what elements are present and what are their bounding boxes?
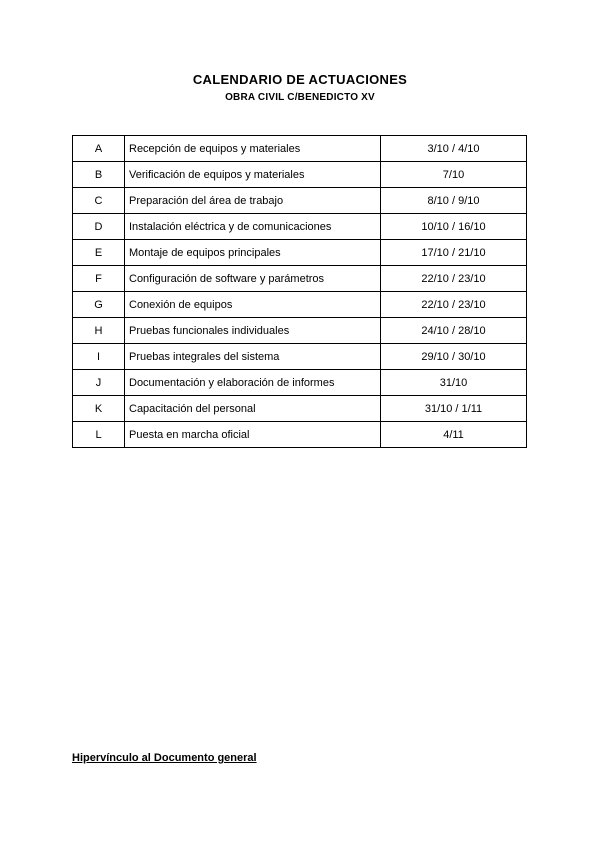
activity-code: J [73, 370, 125, 396]
activity-dates: 31/10 / 1/11 [381, 396, 527, 422]
table-row [73, 318, 527, 344]
activity-dates: 3/10 / 4/10 [381, 136, 527, 162]
activity-code: K [73, 396, 125, 422]
table-row [73, 370, 527, 396]
table-row [73, 240, 527, 266]
table-row [73, 136, 527, 162]
table-row [73, 162, 527, 188]
table-row [73, 188, 527, 214]
activity-dates: 24/10 / 28/10 [381, 318, 527, 344]
activity-dates: 29/10 / 30/10 [381, 344, 527, 370]
activity-description: Pruebas funcionales individuales [125, 318, 381, 344]
table-row [73, 214, 527, 240]
activity-dates: 8/10 / 9/10 [381, 188, 527, 214]
activity-description: Configuración de software y parámetros [125, 266, 381, 292]
schedule-table-body [73, 136, 527, 448]
general-document-link[interactable]: Hipervínculo al Documento general [72, 752, 257, 764]
activity-code: L [73, 422, 125, 448]
schedule-table [72, 135, 527, 448]
page-subtitle: OBRA CIVIL C/BENEDICTO XV [225, 92, 375, 103]
activity-code: D [73, 214, 125, 240]
activity-description: Montaje de equipos principales [125, 240, 381, 266]
activity-code: A [73, 136, 125, 162]
activity-description: Puesta en marcha oficial [125, 422, 381, 448]
activity-code: E [73, 240, 125, 266]
activity-description: Conexión de equipos [125, 292, 381, 318]
activity-dates: 4/11 [381, 422, 527, 448]
table-row [73, 344, 527, 370]
activity-description: Pruebas integrales del sistema [125, 344, 381, 370]
activity-dates: 17/10 / 21/10 [381, 240, 527, 266]
activity-dates: 7/10 [381, 162, 527, 188]
activity-description: Capacitación del personal [125, 396, 381, 422]
table-row [73, 396, 527, 422]
table-row [73, 422, 527, 448]
activity-code: G [73, 292, 125, 318]
activity-code: F [73, 266, 125, 292]
activity-code: I [73, 344, 125, 370]
activity-dates: 31/10 [381, 370, 527, 396]
activity-code: C [73, 188, 125, 214]
activity-description: Instalación eléctrica y de comunicaciones [125, 214, 381, 240]
activity-dates: 22/10 / 23/10 [381, 292, 527, 318]
activity-description: Preparación del área de trabajo [125, 188, 381, 214]
activity-dates: 10/10 / 16/10 [381, 214, 527, 240]
activity-description: Recepción de equipos y materiales [125, 136, 381, 162]
activity-dates: 22/10 / 23/10 [381, 266, 527, 292]
table-row [73, 266, 527, 292]
page-title: CALENDARIO DE ACTUACIONES [192, 72, 408, 87]
activity-code: B [73, 162, 125, 188]
activity-code: H [73, 318, 125, 344]
table-row [73, 292, 527, 318]
activity-description: Verificación de equipos y materiales [125, 162, 381, 188]
activity-description: Documentación y elaboración de informes [125, 370, 381, 396]
